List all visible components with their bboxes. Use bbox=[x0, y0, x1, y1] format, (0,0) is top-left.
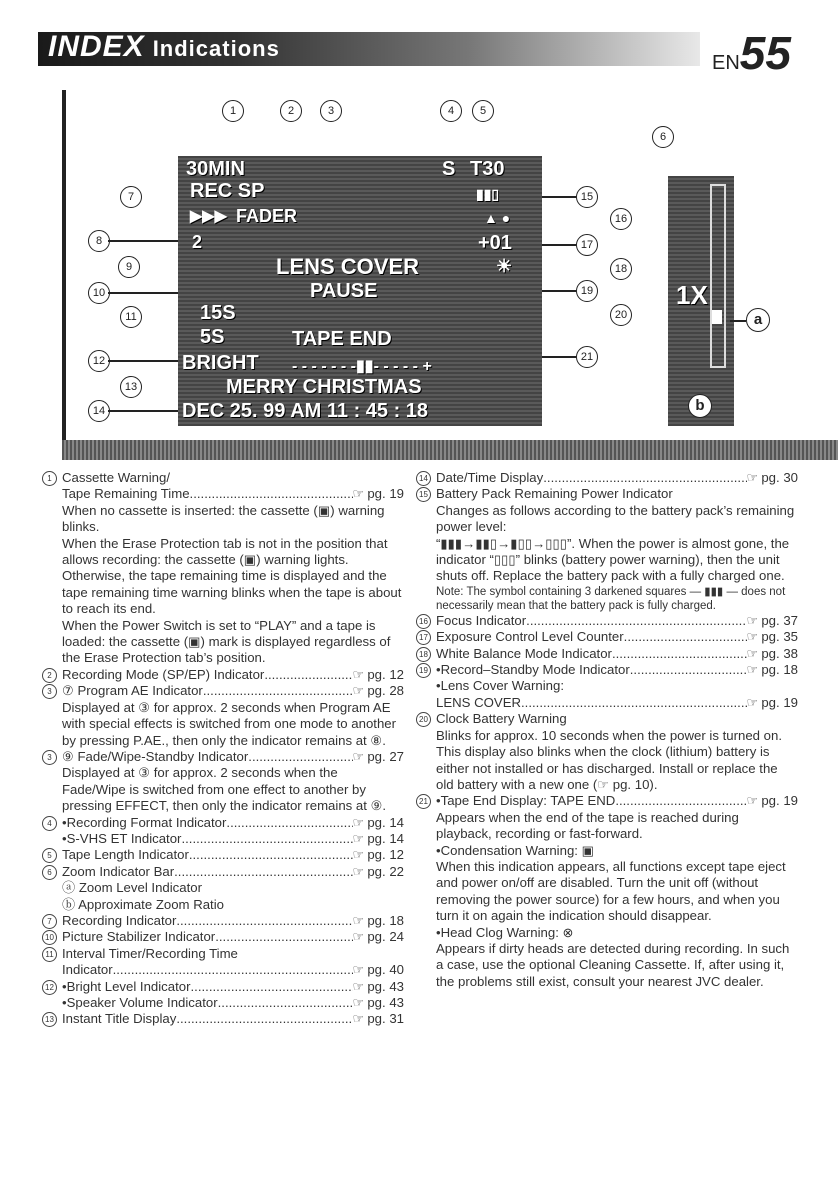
leader-line-21 bbox=[542, 356, 576, 358]
dot-leader bbox=[615, 793, 746, 809]
diagram-base-strip bbox=[62, 440, 838, 460]
callout-2: 2 bbox=[280, 100, 302, 122]
item-note: Note: The symbol containing 3 darkened squares — ▮▮▮ — does not necessarily mean that the battery pack is fully charged. bbox=[436, 585, 786, 612]
index-item bbox=[416, 793, 798, 990]
item-line bbox=[62, 667, 404, 683]
leader-line-a bbox=[730, 320, 746, 322]
leader-line-8 bbox=[108, 240, 178, 242]
item-text: Blinks for approx. 10 seconds when the power is turned on. This display also blinks when the clock (lithium) battery is either not installed or has discharged. Install or replace the old battery with a new one (☞ pg. 10). bbox=[436, 727, 783, 792]
callout-6: 6 bbox=[652, 126, 674, 148]
item-text: When no cassette is inserted: the cassette (▣) warning blinks. bbox=[62, 502, 385, 535]
dot-leader bbox=[181, 831, 352, 847]
reference-icon: ☞ bbox=[352, 1011, 365, 1027]
index-item bbox=[42, 1011, 404, 1027]
item-text: Indicator bbox=[62, 962, 113, 978]
tape-end-display: TAPE END bbox=[292, 328, 392, 350]
page-reference: pg. 43 bbox=[367, 978, 404, 994]
callout-11: 11 bbox=[120, 306, 142, 328]
item-line bbox=[62, 749, 404, 765]
reference-icon: ☞ bbox=[746, 612, 759, 628]
reference-icon: ☞ bbox=[746, 645, 759, 661]
dot-leader bbox=[612, 646, 747, 662]
item-line bbox=[436, 662, 798, 678]
exposure-counter: +01 bbox=[478, 232, 512, 254]
dot-leader bbox=[248, 749, 352, 765]
reference-icon: ☞ bbox=[352, 748, 365, 764]
datetime-display: DEC 25. 99 AM 11 : 45 : 18 bbox=[182, 400, 429, 422]
reference-icon: ☞ bbox=[352, 830, 365, 846]
item-text: •Record–Standby Mode Indicator bbox=[436, 662, 630, 678]
item-text: When this indication appears, all functions except tape eject and power on/off are disabled. Turn the unit off (without removing the power source) for a few hours, and when you turn it on again the indication should disappear. bbox=[436, 858, 786, 924]
index-item bbox=[42, 470, 404, 667]
index-item bbox=[42, 683, 404, 749]
callout-13: 13 bbox=[120, 376, 142, 398]
callout-5: 5 bbox=[472, 100, 494, 122]
program-ae-indicator: 2 bbox=[192, 232, 203, 252]
item-line bbox=[62, 913, 404, 929]
reference-icon: ☞ bbox=[352, 995, 365, 1010]
leader-line-19 bbox=[542, 290, 576, 292]
item-text: Appears when the end of the tape is reached during playback, recording or fast-forward. bbox=[436, 809, 739, 842]
item-line bbox=[436, 613, 798, 629]
reference-icon: ☞ bbox=[352, 978, 365, 994]
item-line bbox=[62, 929, 404, 945]
item-number-badge: 6 bbox=[42, 865, 57, 880]
focus-icon: ▲ ● bbox=[484, 210, 511, 226]
index-item bbox=[416, 629, 798, 645]
reference-icon: ☞ bbox=[352, 847, 365, 863]
item-line bbox=[62, 979, 404, 995]
item-number-badge: 13 bbox=[42, 1012, 57, 1027]
item-line bbox=[436, 793, 798, 809]
reference-icon: ☞ bbox=[352, 814, 365, 830]
tape-length-indicator: T30 bbox=[470, 158, 505, 180]
label-a: a bbox=[746, 308, 770, 332]
dot-leader bbox=[526, 613, 746, 629]
dot-leader bbox=[264, 667, 352, 683]
zoom-level-track bbox=[710, 184, 726, 368]
rec-mode-indicator: REC SP bbox=[190, 180, 265, 202]
callout-19: 19 bbox=[576, 280, 598, 302]
callout-18: 18 bbox=[610, 258, 632, 280]
item-text: Exposure Control Level Counter bbox=[436, 629, 624, 645]
reference-icon: ☞ bbox=[352, 683, 365, 699]
label-b: b bbox=[688, 394, 712, 418]
item-text: •Head Clog Warning: ⊗ bbox=[436, 924, 574, 940]
item-number-badge: 12 bbox=[42, 980, 57, 995]
callout-12: 12 bbox=[88, 350, 110, 372]
zoom-ratio: 1X bbox=[676, 280, 708, 310]
item-number-badge: 19 bbox=[416, 663, 431, 678]
item-text: •Bright Level Indicator bbox=[62, 978, 191, 994]
item-line bbox=[62, 815, 404, 831]
tape-remaining-text: 30MIN bbox=[186, 158, 245, 180]
index-item bbox=[416, 711, 798, 793]
item-number-badge: 1 bbox=[42, 471, 57, 486]
index-item bbox=[416, 470, 798, 486]
item-text: Interval Timer/Recording Time bbox=[62, 945, 238, 961]
index-item bbox=[416, 486, 798, 612]
reference-icon: ☞ bbox=[746, 629, 759, 645]
item-number-badge: 11 bbox=[42, 947, 57, 962]
reference-icon: ☞ bbox=[352, 962, 365, 978]
item-text: Cassette Warning/ bbox=[62, 470, 170, 485]
leader-line-10 bbox=[108, 292, 178, 294]
reference-icon: ☞ bbox=[352, 912, 365, 928]
callout-9: 9 bbox=[118, 256, 140, 278]
pause-indicator: PAUSE bbox=[310, 280, 378, 302]
left-column bbox=[42, 470, 404, 1028]
page-reference: pg. 19 bbox=[761, 694, 798, 710]
page-reference: pg. 28 bbox=[367, 683, 404, 699]
item-text: ⓑ Approximate Zoom Ratio bbox=[62, 896, 224, 912]
item-text: •S-VHS ET Indicator bbox=[62, 830, 182, 846]
item-line bbox=[436, 695, 798, 711]
reference-icon: ☞ bbox=[352, 666, 365, 682]
dot-leader bbox=[174, 864, 352, 880]
lens-cover-warning: LENS COVER bbox=[276, 254, 420, 279]
item-number-badge: 15 bbox=[416, 487, 431, 502]
item-text: Clock Battery Warning bbox=[436, 711, 567, 727]
item-line bbox=[62, 864, 404, 880]
page-reference: pg. 30 bbox=[761, 470, 798, 485]
dot-leader bbox=[176, 1011, 352, 1027]
dot-leader bbox=[203, 683, 353, 699]
reference-icon: ☞ bbox=[352, 863, 365, 879]
dot-leader bbox=[218, 995, 353, 1011]
item-number-badge: 3 bbox=[42, 750, 57, 765]
item-number-badge: 7 bbox=[42, 914, 57, 929]
item-text: Tape Remaining Time bbox=[62, 486, 190, 502]
dot-leader bbox=[190, 486, 353, 502]
item-line bbox=[436, 470, 798, 486]
callout-21: 21 bbox=[576, 346, 598, 368]
item-number-badge: 14 bbox=[416, 471, 431, 486]
reference-icon: ☞ bbox=[746, 470, 759, 485]
index-item bbox=[42, 864, 404, 913]
page-reference: pg. 38 bbox=[761, 645, 798, 661]
item-line bbox=[62, 486, 404, 502]
page-reference: pg. 18 bbox=[761, 662, 798, 678]
item-text: Changes as follows according to the battery pack’s remaining power level: bbox=[436, 502, 795, 535]
item-line bbox=[436, 646, 798, 662]
callout-3: 3 bbox=[320, 100, 342, 122]
instant-title-display: MERRY CHRISTMAS bbox=[226, 376, 422, 398]
leader-line-17 bbox=[542, 244, 576, 246]
page-reference: pg. 24 bbox=[367, 929, 404, 945]
reference-icon: ☞ bbox=[746, 694, 759, 710]
page-reference: pg. 19 bbox=[761, 793, 798, 809]
item-number-badge: 4 bbox=[42, 816, 57, 831]
index-item bbox=[416, 613, 798, 629]
item-text: ⑨ Fade/Wipe-Standby Indicator bbox=[62, 748, 249, 764]
fast-forward-icon: ▶▶▶ bbox=[190, 208, 227, 225]
index-item bbox=[42, 979, 404, 1012]
page-number-value: 55 bbox=[739, 27, 791, 79]
callout-20: 20 bbox=[610, 304, 632, 326]
page-reference: pg. 18 bbox=[367, 912, 404, 928]
dot-leader bbox=[521, 695, 746, 711]
page-reference: pg. 19 bbox=[367, 486, 404, 502]
page-reference: pg. 12 bbox=[367, 847, 404, 863]
bright-level-bar: - - - - - - -▮▮- - - - - + bbox=[292, 358, 432, 375]
item-line bbox=[62, 847, 404, 863]
item-number-badge: 18 bbox=[416, 647, 431, 662]
callout-17: 17 bbox=[576, 234, 598, 256]
item-text: “▮▮▮→▮▮▯→▮▯▯→▯▯▯”. When the power is almost gone, the indicator “▯▯▯” blinks (battery power warning), then the unit shuts off. Replace the battery pack with a fully charged one. bbox=[436, 535, 790, 584]
callout-1: 1 bbox=[222, 100, 244, 122]
item-text: ⑦ Program AE Indicator bbox=[62, 683, 203, 699]
recording-time: 5S bbox=[200, 326, 225, 348]
callout-15: 15 bbox=[576, 186, 598, 208]
page-reference: pg. 27 bbox=[367, 748, 404, 764]
index-item bbox=[42, 815, 404, 848]
index-item bbox=[42, 847, 404, 863]
index-title: INDEX bbox=[48, 30, 145, 63]
dot-leader bbox=[624, 629, 747, 645]
item-text: •Recording Format Indicator bbox=[62, 814, 227, 830]
item-number-badge: 17 bbox=[416, 630, 431, 645]
page-reference: pg. 35 bbox=[761, 629, 798, 645]
item-number-badge: 3 bbox=[42, 684, 57, 699]
item-text: Displayed at ③ for approx. 2 seconds when the Fade/Wipe is switched from one effect to another by pressing EFFECT, then only the indicator remains at ⑨. bbox=[62, 765, 387, 814]
index-item bbox=[416, 662, 798, 711]
item-line bbox=[62, 683, 404, 699]
page-number bbox=[712, 26, 791, 80]
item-text: Recording Mode (SP/EP) Indicator bbox=[62, 666, 265, 682]
dot-leader bbox=[543, 470, 746, 486]
zoom-level-marker bbox=[712, 310, 722, 324]
dot-leader bbox=[630, 662, 747, 678]
item-text: When the Power Switch is set to “PLAY” and a tape is loaded: the cassette (▣) mark is displayed regardless of the Erase Protection tab’s position. bbox=[62, 617, 391, 666]
reference-icon: ☞ bbox=[746, 662, 759, 678]
item-line bbox=[62, 962, 404, 978]
item-text: Appears if dirty heads are detected during recording. In such a case, use the optional Cleaning Cassette. If, after using it, the problems still exist, consult your nearest JVC dealer. bbox=[436, 940, 790, 989]
callout-16: 16 bbox=[610, 208, 632, 230]
en-label: EN bbox=[712, 52, 740, 74]
leader-line-12 bbox=[108, 360, 178, 362]
page-reference: pg. 12 bbox=[367, 666, 404, 682]
item-text: Tape Length Indicator bbox=[62, 847, 189, 863]
item-text: Battery Pack Remaining Power Indicator bbox=[436, 486, 673, 502]
item-text: Focus Indicator bbox=[436, 612, 527, 628]
battery-icon: ▮▮▯ bbox=[476, 186, 500, 202]
indications-title: Indications bbox=[152, 36, 280, 61]
item-text: White Balance Mode Indicator bbox=[436, 645, 612, 661]
callout-10: 10 bbox=[88, 282, 110, 304]
item-text: Instant Title Display bbox=[62, 1011, 177, 1027]
reference-icon: ☞ bbox=[352, 486, 365, 502]
item-number-badge: 10 bbox=[42, 930, 57, 945]
item-text: Recording Indicator bbox=[62, 912, 177, 928]
item-text: •Speaker Volume Indicator bbox=[62, 995, 218, 1010]
item-number-badge: 21 bbox=[416, 794, 431, 809]
dot-leader bbox=[189, 847, 353, 863]
dot-leader bbox=[215, 929, 352, 945]
index-item bbox=[416, 646, 798, 662]
leader-line-15 bbox=[542, 196, 576, 198]
item-number-badge: 20 bbox=[416, 712, 431, 727]
item-text: •Lens Cover Warning: bbox=[436, 678, 564, 694]
dot-leader bbox=[113, 962, 353, 978]
item-line bbox=[62, 1011, 404, 1027]
page-reference: pg. 43 bbox=[367, 995, 404, 1010]
header-title bbox=[48, 30, 280, 64]
dot-leader bbox=[226, 815, 352, 831]
item-text: •Tape End Display: TAPE END bbox=[436, 793, 616, 809]
interval-timer: 15S bbox=[200, 302, 236, 324]
bright-indicator: BRIGHT bbox=[182, 352, 259, 374]
item-number-badge: 16 bbox=[416, 614, 431, 629]
item-line bbox=[62, 831, 404, 847]
item-text: ⓐ Zoom Level Indicator bbox=[62, 880, 202, 896]
item-text: Displayed at ③ for approx. 2 seconds when Program AE with special effects is switched from one mode to another by pressing P.AE., then only the indicator remains at ⑧. bbox=[62, 699, 397, 748]
item-text: When the Erase Protection tab is not in the position that allows recording: the cassette (▣) warning lights. Otherwise, the tape remaining time is displayed and the tape remaining time warning blinks when the tape is about to reach its end. bbox=[62, 535, 402, 617]
page-reference: pg. 22 bbox=[367, 863, 404, 879]
callout-7: 7 bbox=[120, 186, 142, 208]
callout-14: 14 bbox=[88, 400, 110, 422]
item-number-badge: 5 bbox=[42, 848, 57, 863]
page-reference: pg. 37 bbox=[761, 612, 798, 628]
dot-leader bbox=[176, 913, 352, 929]
reference-icon: ☞ bbox=[352, 929, 365, 945]
white-balance-icon: ☀ bbox=[496, 256, 513, 276]
item-text: Date/Time Display bbox=[436, 470, 544, 485]
fader-indicator: FADER bbox=[236, 206, 298, 226]
item-text: Zoom Indicator Bar bbox=[62, 863, 175, 879]
index-item bbox=[42, 667, 404, 683]
index-item bbox=[42, 749, 404, 815]
right-column bbox=[416, 470, 798, 990]
item-line bbox=[436, 629, 798, 645]
reference-icon: ☞ bbox=[746, 793, 759, 809]
item-number-badge: 2 bbox=[42, 668, 57, 683]
s-vhs-indicator: S bbox=[442, 158, 456, 180]
dot-leader bbox=[191, 979, 353, 995]
callout-4: 4 bbox=[440, 100, 462, 122]
item-text: LENS COVER bbox=[436, 694, 522, 710]
callout-8: 8 bbox=[88, 230, 110, 252]
page-reference: pg. 40 bbox=[367, 962, 404, 978]
leader-line-14 bbox=[108, 410, 178, 412]
item-text: Picture Stabilizer Indicator bbox=[62, 929, 216, 945]
index-item bbox=[42, 913, 404, 929]
index-item bbox=[42, 929, 404, 945]
index-item bbox=[42, 946, 404, 979]
page-reference: pg. 14 bbox=[367, 830, 404, 846]
page-reference: pg. 31 bbox=[367, 1011, 404, 1027]
page-reference: pg. 14 bbox=[367, 814, 404, 830]
item-text: •Condensation Warning: ▣ bbox=[436, 842, 595, 858]
item-line bbox=[62, 995, 404, 1011]
